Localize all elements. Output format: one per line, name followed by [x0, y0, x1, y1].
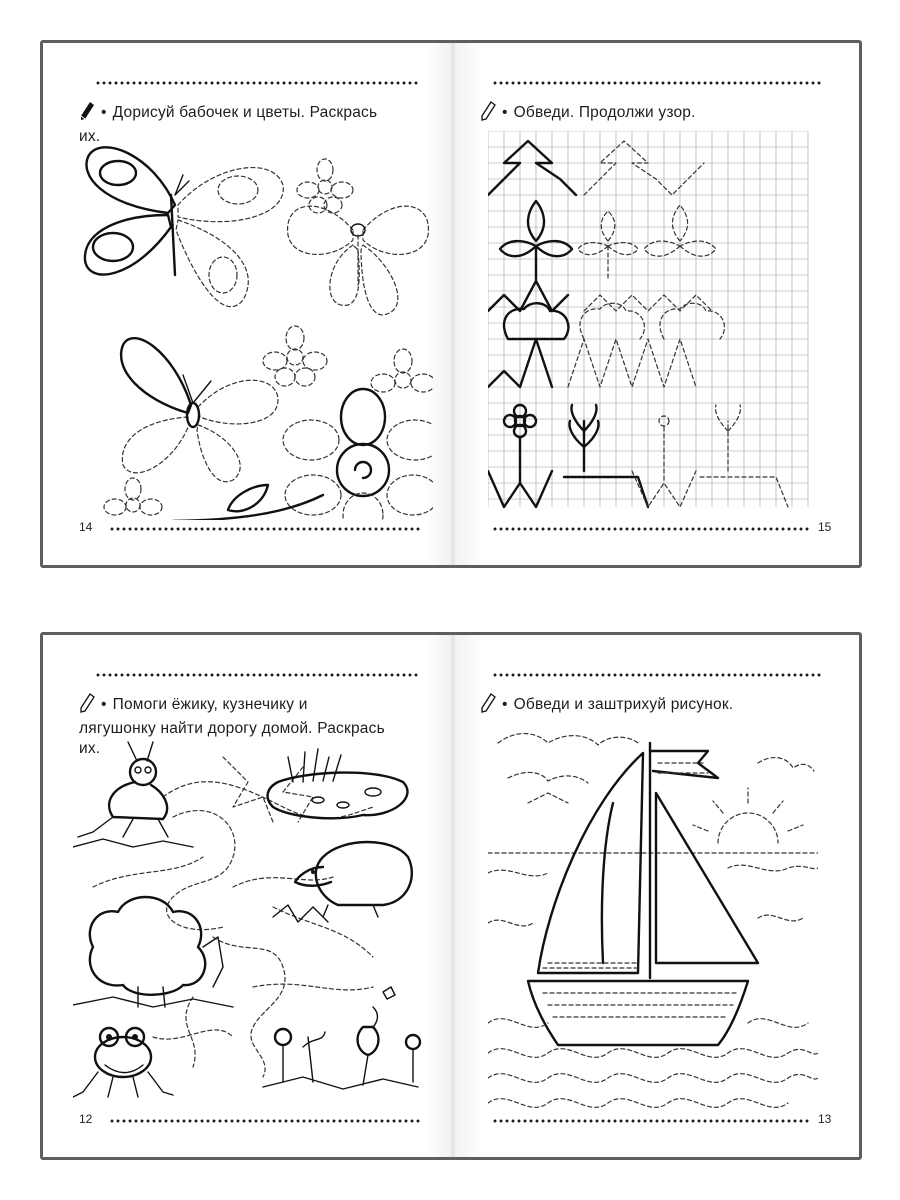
butterfly-half-solid — [121, 338, 278, 482]
tree-solid — [488, 303, 568, 387]
wave-dashed — [488, 865, 818, 876]
bullet: • — [502, 696, 508, 713]
flower-dashed-right — [371, 349, 433, 392]
workbook-spread-top — [40, 40, 862, 568]
clover-solid — [488, 201, 572, 311]
dotted-divider-bottom — [492, 527, 810, 531]
flower-dashed-small — [297, 159, 353, 213]
page-number: 15 — [818, 520, 832, 534]
dotted-divider-bottom — [109, 1119, 421, 1123]
maze-animals-illustration — [73, 737, 423, 1107]
wave-dashed — [488, 1019, 808, 1028]
flower-dashed-mid — [263, 326, 327, 386]
dotted-divider-top — [492, 81, 822, 85]
page-12 — [43, 635, 452, 1157]
dotted-divider-top — [95, 673, 419, 677]
page-13 — [452, 635, 861, 1157]
dotted-divider-bottom — [492, 1119, 810, 1123]
dotted-divider-top — [492, 673, 822, 677]
cloud-dashed — [508, 772, 588, 803]
frog — [73, 1028, 173, 1097]
bullet: • — [101, 104, 107, 121]
big-daisy — [283, 389, 433, 520]
instruction-text: Обведи и заштрихуй рисунок. — [513, 696, 734, 713]
page-15 — [452, 43, 861, 565]
tree-dashed — [568, 303, 724, 387]
wave-dashed — [488, 1099, 788, 1108]
butterfly-solid — [85, 147, 189, 275]
leaf — [228, 485, 268, 511]
wave-dashed — [488, 1074, 818, 1083]
butterfly-dashed — [288, 206, 429, 315]
page-number: 12 — [79, 1112, 93, 1126]
wave-dashed — [488, 915, 803, 926]
sun-dashed — [693, 788, 803, 843]
clover-dashed — [578, 211, 712, 311]
pencil-icon — [480, 101, 500, 127]
flower-grid-dashed — [632, 405, 788, 507]
bush-house — [73, 897, 233, 1007]
sailboat — [528, 743, 758, 1045]
pencil-icon — [79, 693, 99, 719]
fir-tree-solid — [488, 141, 576, 195]
maze-path — [213, 937, 285, 1077]
instruction-text: Обведи. Продолжи узор. — [513, 104, 696, 121]
page-number: 13 — [818, 1112, 832, 1126]
workbook-spread-bottom — [40, 632, 862, 1160]
hedgehog — [273, 842, 412, 922]
butterflies-flowers-illustration — [63, 135, 433, 520]
bullet: • — [101, 696, 107, 713]
cloud-dashed — [498, 734, 638, 745]
page-14 — [43, 43, 452, 565]
instruction-text: Дорисуй бабочек и цветы. Раскрась их. — [79, 104, 378, 145]
flowers-meadow — [263, 987, 420, 1089]
grid-paper — [488, 131, 808, 507]
instruction — [480, 101, 810, 127]
dotted-divider-top — [95, 81, 419, 85]
dotted-divider-bottom — [109, 527, 421, 531]
grasshopper — [73, 742, 193, 847]
pond — [268, 749, 408, 818]
grid-pattern-worksheet — [488, 131, 812, 511]
pencil-icon — [79, 101, 99, 127]
instruction — [480, 693, 810, 719]
bird-dashed — [758, 758, 814, 771]
fir-tree-dashed — [584, 141, 704, 195]
bullet: • — [502, 104, 508, 121]
page-number: 14 — [79, 520, 93, 534]
sailboat-illustration — [488, 723, 818, 1113]
instruction-text: Помоги ёжику, кузнечику и лягушонку найти дорогу домой. Раскрась их. — [79, 696, 385, 757]
wave-dashed — [488, 1049, 818, 1058]
flower-dashed-bottom-left — [104, 478, 162, 515]
maze-path — [253, 907, 373, 990]
pencil-icon — [480, 693, 500, 719]
